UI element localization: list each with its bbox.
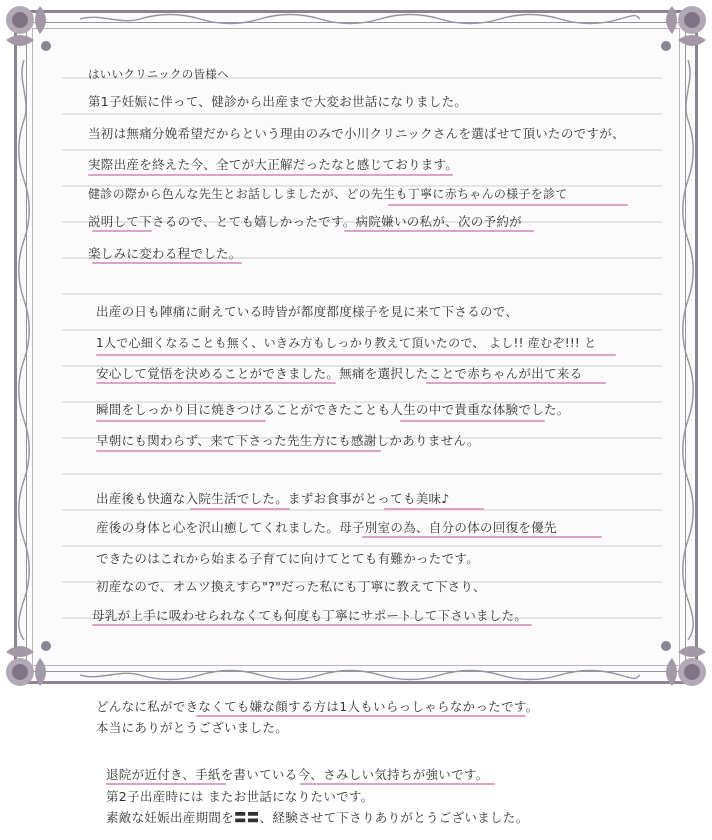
letter-line: 本当にありがとうございました。 <box>96 720 289 735</box>
highlight-underline <box>106 783 226 785</box>
letter-line: 第2子出産時には またお世話になりたいです。 <box>106 789 374 804</box>
letter-line: 母乳が上手に吸わせられなくても何度も丁寧にサポートして下さいました。 <box>92 608 528 623</box>
highlight-underline <box>96 420 266 422</box>
highlight-underline <box>190 508 290 510</box>
letter-line: 産後の身体と心を沢山癒してくれました。母子別室の為、自分の体の回復を優先 <box>96 520 557 535</box>
letter-line: 早朝にも関わらず、来て下さった先生方にも感謝しかありません。 <box>96 433 480 448</box>
highlight-underline <box>92 624 532 626</box>
letter-line: 初産なので、オムツ換えすら"?"だった私にも丁寧に教えて下さり、 <box>96 579 486 594</box>
highlight-underline <box>96 354 616 356</box>
letter-line: できたのはこれから始まる子育てに向けてとても有難かったです。 <box>96 551 480 566</box>
corner-ornament-bottom-left <box>0 628 64 692</box>
left-swirl-border <box>17 60 31 640</box>
letter-line: どんなに私ができなくても嫌な顔する方は1人もいらっしゃらなかったです。 <box>96 699 539 714</box>
highlight-underline <box>362 536 602 538</box>
letter-line: 当初は無痛分娩希望だからという理由のみで小川クリニックさんを選ばせて頂いたのですが、 <box>88 126 625 141</box>
highlight-underline <box>400 420 545 422</box>
highlight-underline <box>426 382 606 384</box>
letter-line: 楽しみに変わる程でした。 <box>88 246 242 261</box>
letter-line: 退院が近付き、手紙を書いている今、さみしい気持ちが強いです。 <box>106 767 489 782</box>
highlight-underline <box>88 174 453 176</box>
letter-salutation: はいいクリニックの皆様へ <box>88 67 229 81</box>
letter-line: 安心して覚悟を決めることができました。無痛を選択したことで赤ちゃんが出て来る <box>96 366 583 381</box>
highlight-underline <box>344 230 534 232</box>
letter-line: 出産の日も陣痛に耐えている時皆が都度都度様子を見に来て下さるので、 <box>96 304 519 319</box>
highlight-underline <box>96 450 381 452</box>
right-swirl-border <box>681 60 695 640</box>
highlight-underline <box>384 508 484 510</box>
highlight-underline <box>196 715 526 717</box>
letter-line: 健診の際から色んな先生とお話ししましたが、どの先生も丁寧に赤ちゃんの様子を診て <box>88 187 568 201</box>
letter-line: 素敵な妊娠出産期間を〓〓、経験させて下さりありがとうございました。 <box>106 810 529 825</box>
highlight-underline <box>92 230 152 232</box>
top-swirl-border <box>80 13 640 25</box>
letter-line: 実際出産を終えた今、全てが大正解だったなと感じております。 <box>88 157 459 172</box>
letter-line: 出産後も快適な入院生活でした。まずお食事がとっても美味♪ <box>96 491 450 506</box>
highlight-underline <box>92 262 242 264</box>
letter-line: 説明して下さるので、とても嬉しかったです。病院嫌いの私が、次の予約が <box>88 214 522 229</box>
letter-line: 第1子妊娠に伴って、健診から出産まで大変お世話になりました。 <box>88 94 468 109</box>
highlight-underline <box>300 783 495 785</box>
letter-line: 1人で心細くなることも無く、いきみ方もしっかり教えて頂いたので、 よし!! 産むぞ!!! と <box>96 336 597 350</box>
highlight-underline <box>388 204 628 206</box>
bottom-swirl-border <box>80 669 640 681</box>
letter-line: 瞬間をしっかり目に焼きつけることができたことも人生の中で貴重な体験でした。 <box>96 402 570 417</box>
corner-ornament-top-left <box>0 0 64 64</box>
highlight-underline <box>96 382 336 384</box>
